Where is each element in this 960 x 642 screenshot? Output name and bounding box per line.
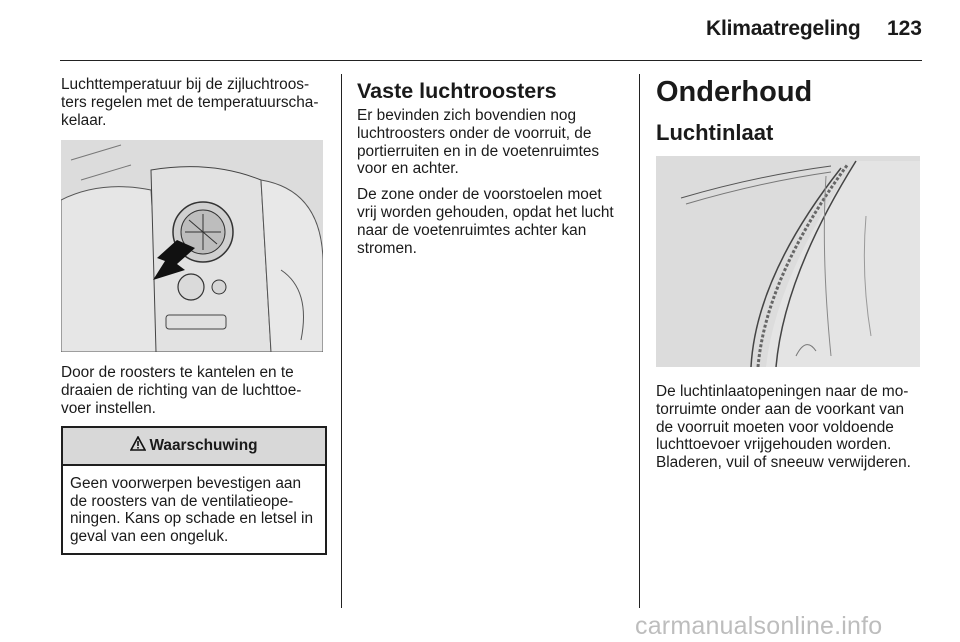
air-inlet-heading: Luchtinlaat <box>656 120 774 145</box>
column-divider <box>639 74 640 608</box>
maintenance-heading: Onderhoud <box>656 76 813 108</box>
section-heading: Vaste luchtroosters <box>357 79 557 103</box>
column-right <box>656 76 922 480</box>
intro-paragraph: Luchttemperatuur bij de zijluchtroos-ters regelen met de temperatuurscha-kelaar. <box>61 76 319 129</box>
warning-title: Waarschuwing <box>149 436 258 454</box>
page-header-title: Klimaatregeling <box>706 17 861 40</box>
header-rule <box>60 60 922 61</box>
column-divider <box>341 74 342 608</box>
warning-body <box>63 466 325 553</box>
page-number: 123 <box>886 17 922 40</box>
watermark: carmanualsonline.info <box>635 612 883 640</box>
column-left <box>61 76 327 555</box>
fixed-vents-paragraph-1: Er bevinden zich bovendien nog luchtroosters onder de voorruit, de portierruiten en in de voetenruimtes voor en achter. <box>357 107 600 178</box>
warning-box <box>61 426 327 555</box>
warning-text: Geen voorwerpen bevestigen aan de roosters van de ventilatieope-ningen. Kans op schade en letsel in geval van een ongeluk. <box>70 474 314 546</box>
column-middle <box>357 76 625 265</box>
fixed-vents-paragraph-2: De zone onder de voorstoelen moet vrij worden gehouden, opdat het lucht naar de voetenruimtes achter kan stromen. <box>357 186 614 257</box>
warning-triangle-icon <box>130 436 146 456</box>
side-vent-illustration <box>61 140 323 352</box>
warning-header <box>63 428 325 466</box>
air-inlet-illustration <box>656 156 920 367</box>
air-inlet-paragraph: De luchtinlaatopeningen naar de mo-torruimte onder aan de voorkant van de voorruit moeten voor voldoende luchttoevoer vrijgehouden worden. Bladeren, vuil of sneeuw verwijderen. <box>656 383 911 472</box>
vent-caption: Door de roosters te kantelen en te draaien de richting van de luchttoe-voer instellen. <box>61 364 302 417</box>
